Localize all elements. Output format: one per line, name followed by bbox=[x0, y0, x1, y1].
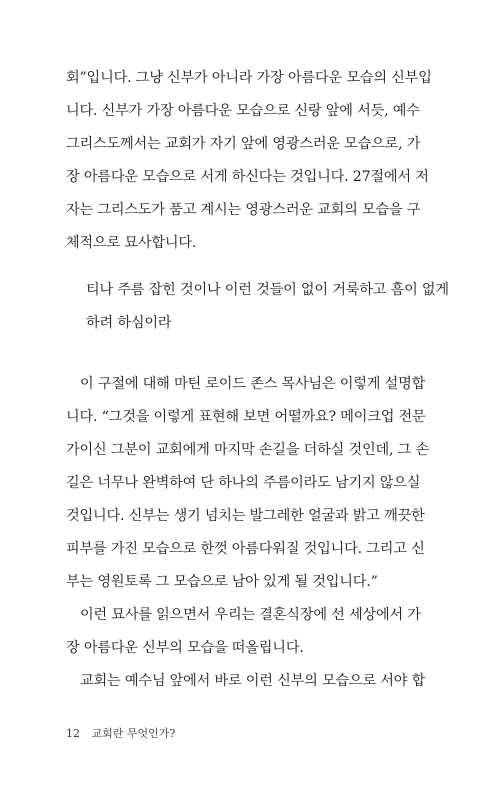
text-line: 체적으로 묘사합니다. bbox=[66, 235, 197, 251]
text-line: 장 아름다운 신부의 모습을 떠올립니다. bbox=[66, 640, 304, 656]
quote-line: 하려 하심이라 bbox=[86, 315, 172, 331]
running-title: 교회란 무엇인가? bbox=[91, 727, 176, 740]
text-line: 가이신 그분이 교회에게 마지막 손길을 더하실 것인데, 그 손 bbox=[66, 442, 429, 458]
text-line: 이런 묘사를 읽으면서 우리는 결혼식장에 선 세상에서 가 bbox=[80, 607, 421, 623]
text-line: 이 구절에 대해 마틴 로이드 존스 목사님은 이렇게 설명합 bbox=[80, 376, 426, 392]
paragraph-2 bbox=[66, 368, 438, 698]
text-line: 그리스도께서는 교회가 자기 앞에 영광스러운 모습으로, 가 bbox=[66, 136, 421, 152]
quote-line: 티나 주름 잡힌 것이나 이런 것들이 없이 거룩하고 흠이 없게 bbox=[86, 282, 449, 298]
text-line: 니다. 신부가 가장 아름다운 모습으로 신랑 앞에 서듯, 예수 bbox=[66, 103, 420, 119]
scripture-quote bbox=[86, 274, 449, 340]
text-line: 부는 영원토록 그 모습으로 남아 있게 될 것입니다.” bbox=[66, 574, 378, 590]
text-line: 장 아름다운 모습으로 서게 하신다는 것입니다. 27절에서 저 bbox=[66, 169, 429, 185]
text-line: 교회는 예수님 앞에서 바로 이런 신부의 모습으로 서야 합 bbox=[80, 673, 426, 689]
paragraph-1 bbox=[66, 62, 438, 260]
text-line: 피부를 가진 모습으로 한껏 아름다워질 것입니다. 그리고 신 bbox=[66, 541, 425, 557]
text-line: 길은 너무나 완벽하여 단 하나의 주름이라도 남기지 않으실 bbox=[66, 475, 421, 491]
text-line: 회”입니다. 그냥 신부가 아니라 가장 아름다운 모습의 신부입 bbox=[66, 70, 432, 86]
text-line: 자는 그리스도가 품고 계시는 영광스러운 교회의 모습을 구 bbox=[66, 202, 421, 218]
page-footer bbox=[66, 725, 183, 741]
text-line: 니다. “그것을 이렇게 표현해 보면 어떨까요? 메이크업 전문 bbox=[66, 409, 426, 425]
page-number: 12 bbox=[66, 727, 80, 740]
text-line: 것입니다. 신부는 생기 넘치는 발그레한 얼굴과 밝고 깨끗한 bbox=[66, 508, 425, 524]
